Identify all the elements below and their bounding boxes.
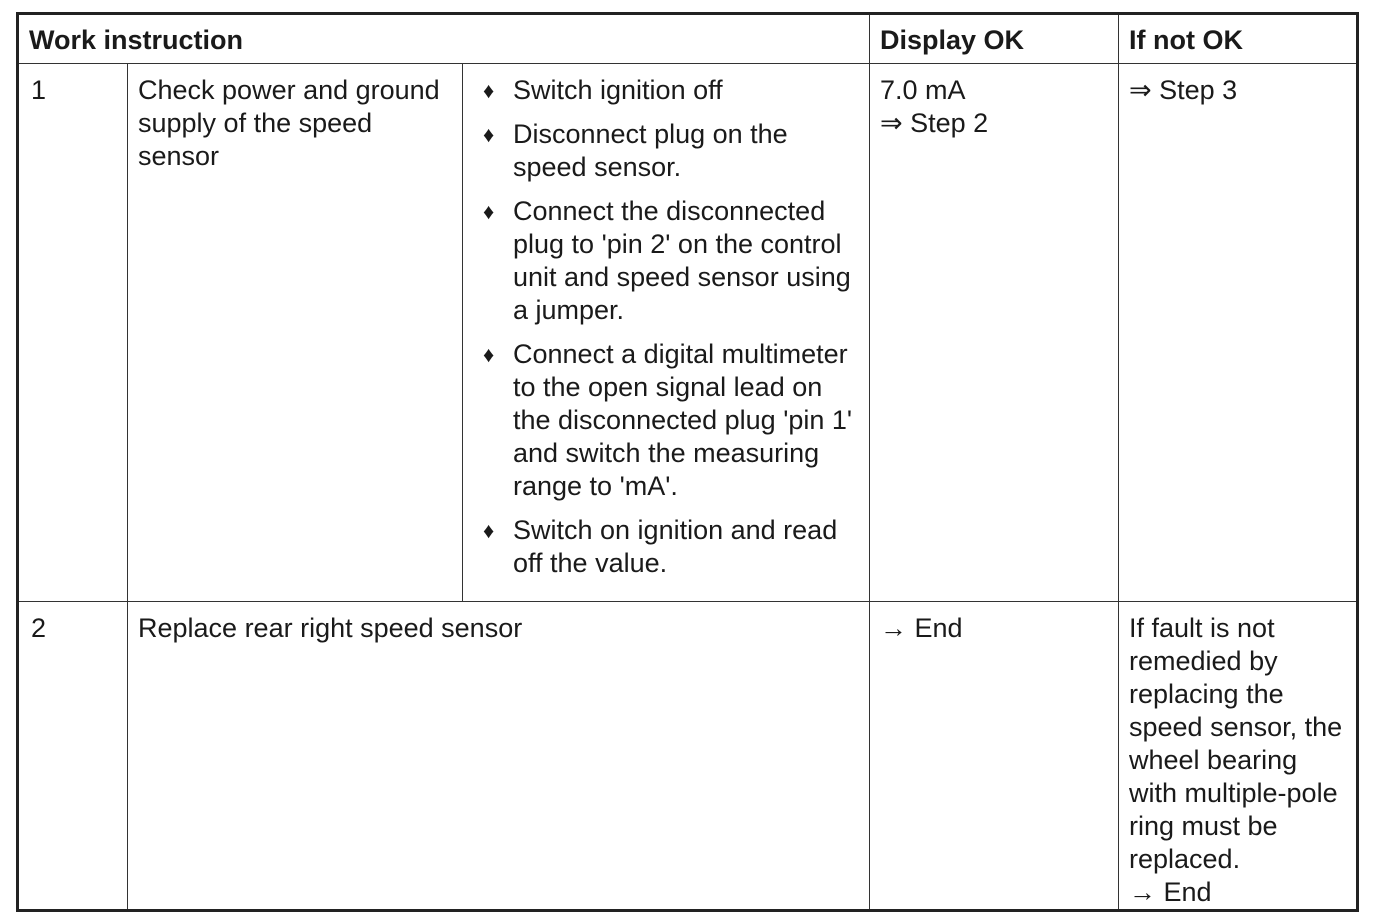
diamond-bullet-icon: ♦	[483, 122, 495, 147]
if-not-ok-cell	[1119, 602, 1358, 911]
display-ok-value: 7.0 mA	[880, 75, 966, 105]
display-ok-action: ⇒ Step 2	[880, 108, 989, 138]
if-not-ok-action: → End	[1129, 877, 1212, 907]
list-item	[473, 118, 859, 184]
instruction-list	[473, 74, 859, 580]
list-item	[473, 74, 859, 107]
table-row	[18, 602, 1358, 911]
list-item	[473, 514, 859, 580]
instruction-text: Switch ignition off	[513, 75, 723, 105]
display-ok-cell: → End	[870, 602, 1119, 911]
if-not-ok-cell: ⇒ Step 3	[1119, 64, 1358, 602]
work-instruction-table	[16, 12, 1359, 912]
instruction-text: Switch on ignition and read off the value.	[513, 515, 838, 578]
table-row	[18, 64, 1358, 602]
step-number: 1	[18, 64, 128, 602]
step-task: Check power and ground supply of the speed sensor	[128, 64, 463, 602]
display-ok-cell	[870, 64, 1119, 602]
header-row	[18, 14, 1358, 64]
list-item	[473, 338, 859, 503]
list-item	[473, 195, 859, 327]
step-instructions	[463, 64, 870, 602]
diamond-bullet-icon: ♦	[483, 518, 495, 543]
instruction-text: Connect a digital multimeter to the open signal lead on the disconnected plug 'pin 1' and switch the measuring range to 'mA'.	[513, 339, 853, 501]
header-display-ok: Display OK	[870, 14, 1119, 64]
if-not-ok-text: If fault is not remedied by replacing the speed sensor, the wheel bearing with multiple-pole ring must be replaced.	[1129, 613, 1343, 874]
instruction-text: Disconnect plug on the speed sensor.	[513, 119, 788, 182]
diamond-bullet-icon: ♦	[483, 78, 495, 103]
diamond-bullet-icon: ♦	[483, 342, 495, 367]
instruction-text: Connect the disconnected plug to 'pin 2' on the control unit and speed sensor using a jumper.	[513, 196, 851, 325]
diamond-bullet-icon: ♦	[483, 199, 495, 224]
header-if-not-ok: If not OK	[1119, 14, 1358, 64]
step-task: Replace rear right speed sensor	[128, 602, 870, 911]
header-work-instruction: Work instruction	[18, 14, 870, 64]
step-number: 2	[18, 602, 128, 911]
